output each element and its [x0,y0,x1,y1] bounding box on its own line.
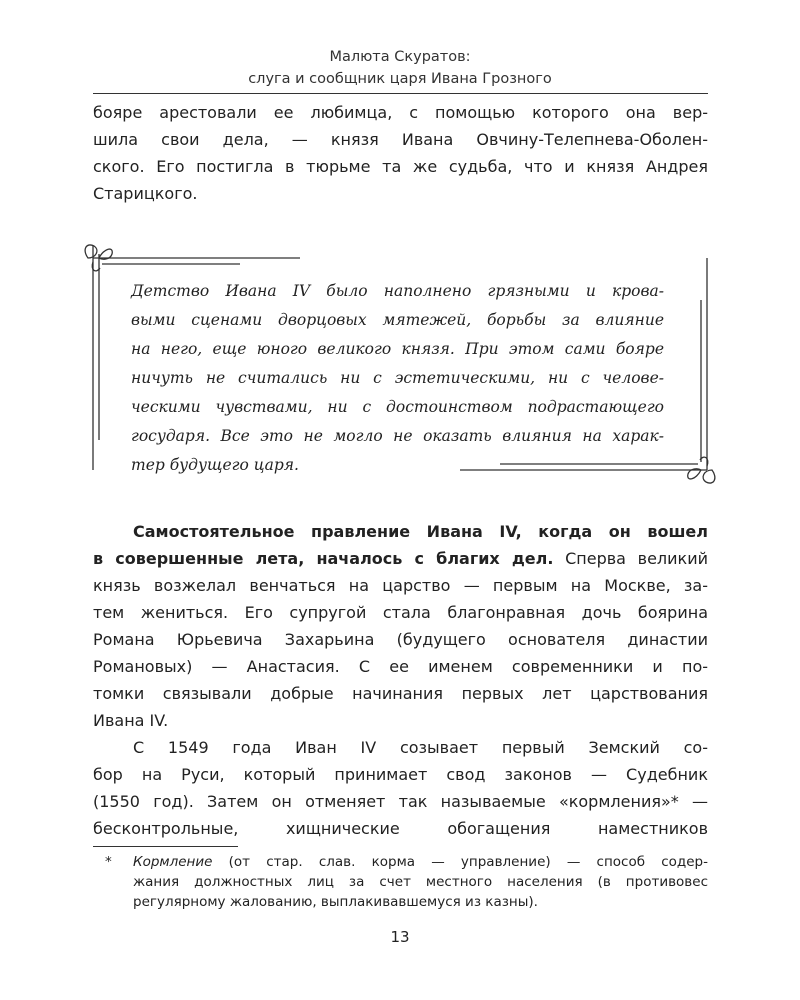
text-line: Романа Юрьевича Захарьина (будущего основателя династии [93,630,708,649]
quote-line: ческими чувствами, ни с достоинством подрастающего [131,398,664,416]
quote-box [131,277,664,480]
paragraph-3 [93,734,708,842]
text-line: Ивана IV. [93,711,169,730]
text-line: (1550 год). Затем он отменяет так называемые «кормления»* — [93,792,708,811]
paragraph-2 [93,518,708,734]
bold-lead-2: в совершенные лета, началось с благих дел. [93,549,554,568]
text-line: тем жениться. Его супругой стала благонравная дочь боярина [93,603,708,622]
quote-line: государя. Все это не могло не оказать влияния на харак- [131,427,664,445]
text-line: С 1549 года Иван IV созывает первый Земский со- [133,738,708,757]
text-line: бесконтрольные, хищнические обогащения наместников [93,819,708,838]
paragraph-1 [93,99,708,207]
header-line-1: Малюта Скуратов: [329,49,471,65]
footnote-mark: * [105,854,112,870]
flourish-top-left-icon [85,245,112,271]
text-line: шила свои дела, — князя Ивана Овчину-Телепнева-Оболен- [93,130,708,149]
footnote-body [133,852,708,912]
quote-line: ничуть не считались ни с эстетическими, ни с челове- [131,369,664,387]
footnote-line: регулярному жалованию, выплакивавшемуся из казны). [133,894,538,910]
text-line [93,545,708,572]
footnote-text: (от стар. слав. корма — управление) — способ содер- [212,854,708,870]
text-line: Старицкого. [93,184,198,203]
footnote-term: Кормление [133,854,213,870]
text-line: бояре арестовали ее любимца, с помощью которого она вер- [93,103,708,122]
text-line: Романовых) — Анастасия. С ее именем современники и по- [93,657,708,676]
header-rule [93,93,708,94]
quote-line: Детство Ивана IV было наполнено грязными и крова- [131,282,664,300]
running-header [0,46,800,90]
flourish-bottom-right-icon [688,457,715,483]
quote-line: на него, еще юного великого князя. При этом сами бояре [131,340,664,358]
text-line [93,518,708,545]
footnote-line: жания должностных лиц за счет местного населения (в противовес [133,874,708,890]
quote-line: тер будущего царя. [131,456,299,474]
text-line: бор на Руси, который принимает свод законов — Судебник [93,765,708,784]
header-line-2: слуга и сообщник царя Ивана Грозного [248,71,552,87]
text-line: князь возжелал венчаться на царство — первым на Москве, за- [93,576,708,595]
quote-line: выми сценами дворцовых мятежей, борьбы за влияние [131,311,664,329]
footnote-line [133,852,708,872]
footnote-rule [93,846,238,847]
text-run: Сперва великий [553,549,708,568]
text-line: томки связывали добрые начинания первых лет царствования [93,684,708,703]
bold-lead-1: Самостоятельное правление Ивана IV, когда он вошел [133,522,708,541]
text-line: ского. Его постигла в тюрьме та же судьба, что и князя Андрея [93,157,708,176]
page-number: 13 [390,928,410,946]
